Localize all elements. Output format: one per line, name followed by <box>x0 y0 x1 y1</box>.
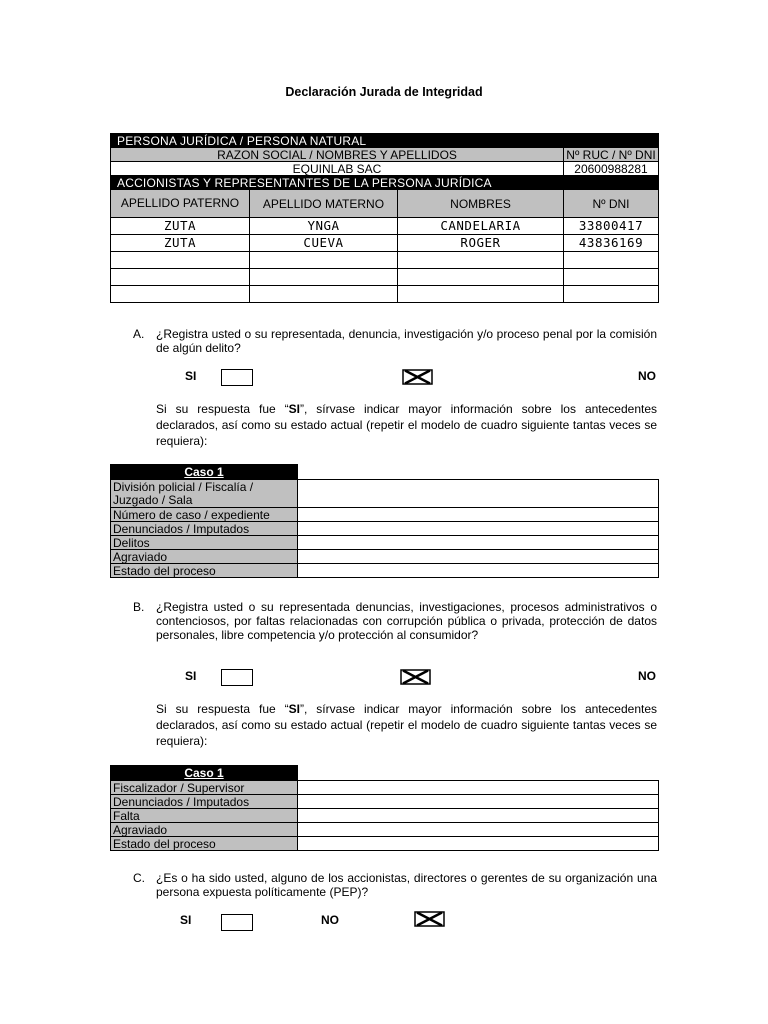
question-c-si-label: SI <box>180 913 192 927</box>
razon-social-value[interactable]: EQUINLAB SAC <box>111 162 564 176</box>
col-apellido-paterno: APELLIDO PATERNO <box>111 190 250 218</box>
case-a-value-agraviado[interactable] <box>298 550 659 564</box>
question-c-letter: C. <box>133 871 145 885</box>
cell-materno[interactable] <box>250 269 398 286</box>
cell-dni[interactable]: 43836169 <box>564 235 659 252</box>
case-b-title: Caso 1 <box>111 766 298 781</box>
cell-dni[interactable]: 33800417 <box>564 218 659 235</box>
question-c-no-checkbox-checked-icon[interactable] <box>414 911 444 926</box>
company-table <box>110 133 659 303</box>
followup-si: SI <box>288 702 300 716</box>
question-a-si-label: SI <box>185 369 197 383</box>
cell-nombres[interactable] <box>398 252 564 269</box>
table-row <box>111 269 659 286</box>
case-a-value-delitos[interactable] <box>298 536 659 550</box>
col-nombres: NOMBRES <box>398 190 564 218</box>
col-apellido-materno: APELLIDO MATERNO <box>250 190 398 218</box>
cell-nombres[interactable]: ROGER <box>398 235 564 252</box>
case-a-field-estado: Estado del proceso <box>111 564 298 578</box>
case-a-field-numero: Número de caso / expediente <box>111 508 298 522</box>
case-a-field-division: División policial / Fiscalía / Juzgado / Sala <box>111 480 298 508</box>
question-a-letter: A. <box>133 327 145 341</box>
case-b-value-agraviado[interactable] <box>298 823 659 837</box>
ruc-value[interactable]: 20600988281 <box>564 162 659 176</box>
case-b-table <box>110 765 659 851</box>
accionistas-header: ACCIONISTAS Y REPRESENTANTES DE LA PERSONA JURÍDICA <box>111 176 659 190</box>
question-b-text: ¿Registra usted o su representada denuncias, investigaciones, procesos administrativos o contenciosos, por faltas relacionadas con corrupción pública o privada, protección de datos personales, libre competencia y/o protección al consumidor? <box>156 600 657 642</box>
cell-materno[interactable]: CUEVA <box>250 235 398 252</box>
cell-dni[interactable] <box>564 286 659 303</box>
case-b-value-falta[interactable] <box>298 809 659 823</box>
case-b-value-denunciados[interactable] <box>298 795 659 809</box>
cell-materno[interactable] <box>250 286 398 303</box>
followup-si: SI <box>288 402 300 416</box>
table-row <box>111 286 659 303</box>
question-c-si-checkbox[interactable] <box>221 914 253 931</box>
question-c-text: ¿Es o ha sido usted, alguno de los accionistas, directores o gerentes de su organización una persona expuesta políticamente (PEP)? <box>156 871 657 899</box>
ruc-header: Nº RUC / Nº DNI <box>564 148 659 162</box>
col-dni: Nº DNI <box>564 190 659 218</box>
followup-text: Si su respuesta fue “ <box>156 702 289 716</box>
case-b-field-fiscalizador: Fiscalizador / Supervisor <box>111 781 298 795</box>
cell-materno[interactable]: YNGA <box>250 218 398 235</box>
case-b-title-spacer <box>298 766 659 781</box>
case-a-value-division[interactable] <box>298 480 659 508</box>
question-c-no-label: NO <box>321 913 339 927</box>
question-a-no-checkbox-checked-icon[interactable] <box>402 369 432 384</box>
cell-paterno[interactable] <box>111 252 250 269</box>
question-a-si-checkbox[interactable] <box>221 369 253 386</box>
case-a-table <box>110 464 659 578</box>
question-b-letter: B. <box>133 600 145 614</box>
question-b-si-label: SI <box>185 669 197 683</box>
case-a-field-agraviado: Agraviado <box>111 550 298 564</box>
cell-paterno[interactable]: ZUTA <box>111 218 250 235</box>
case-b-field-agraviado: Agraviado <box>111 823 298 837</box>
cell-paterno[interactable] <box>111 286 250 303</box>
table-row <box>111 235 659 252</box>
case-b-field-estado: Estado del proceso <box>111 837 298 851</box>
followup-text: ”, sírvase indicar mayor información sobre los antecedentes declarados, así como su estado actual (repetir el modelo de cuadro siguiente tantas veces se requiera): <box>156 402 658 448</box>
cell-nombres[interactable]: CANDELARIA <box>398 218 564 235</box>
cell-dni[interactable] <box>564 269 659 286</box>
case-a-field-denunciados: Denunciados / Imputados <box>111 522 298 536</box>
cell-paterno[interactable] <box>111 269 250 286</box>
question-b-no-label: NO <box>638 669 656 683</box>
cell-paterno[interactable]: ZUTA <box>111 235 250 252</box>
table-row <box>111 218 659 235</box>
case-a-field-delitos: Delitos <box>111 536 298 550</box>
followup-text: ”, sírvase indicar mayor información sobre los antecedentes declarados, así como su estado actual (repetir el modelo de cuadro siguiente tantas veces se requiera): <box>156 702 658 748</box>
case-a-value-numero[interactable] <box>298 508 659 522</box>
persona-header: PERSONA JURÍDICA / PERSONA NATURAL <box>111 134 659 148</box>
case-b-field-falta: Falta <box>111 809 298 823</box>
cell-dni[interactable] <box>564 252 659 269</box>
case-a-value-estado[interactable] <box>298 564 659 578</box>
cell-nombres[interactable] <box>398 286 564 303</box>
case-b-value-fiscalizador[interactable] <box>298 781 659 795</box>
razon-social-header: RAZON SOCIAL / NOMBRES Y APELLIDOS <box>111 148 564 162</box>
case-b-field-denunciados: Denunciados / Imputados <box>111 795 298 809</box>
followup-text: Si su respuesta fue “ <box>156 402 289 416</box>
case-a-title: Caso 1 <box>111 465 298 480</box>
page-title: Declaración Jurada de Integridad <box>285 85 483 99</box>
case-a-title-spacer <box>298 465 659 480</box>
cell-nombres[interactable] <box>398 269 564 286</box>
question-b-followup <box>156 701 657 749</box>
table-row <box>111 252 659 269</box>
question-a-text: ¿Registra usted o su representada, denuncia, investigación y/o proceso penal por la comisión de algún delito? <box>156 327 657 355</box>
question-b-si-checkbox[interactable] <box>221 669 253 686</box>
cell-materno[interactable] <box>250 252 398 269</box>
question-a-followup <box>156 401 657 449</box>
question-a-no-label: NO <box>638 369 656 383</box>
question-b-no-checkbox-checked-icon[interactable] <box>400 669 430 684</box>
case-b-value-estado[interactable] <box>298 837 659 851</box>
case-a-value-denunciados[interactable] <box>298 522 659 536</box>
